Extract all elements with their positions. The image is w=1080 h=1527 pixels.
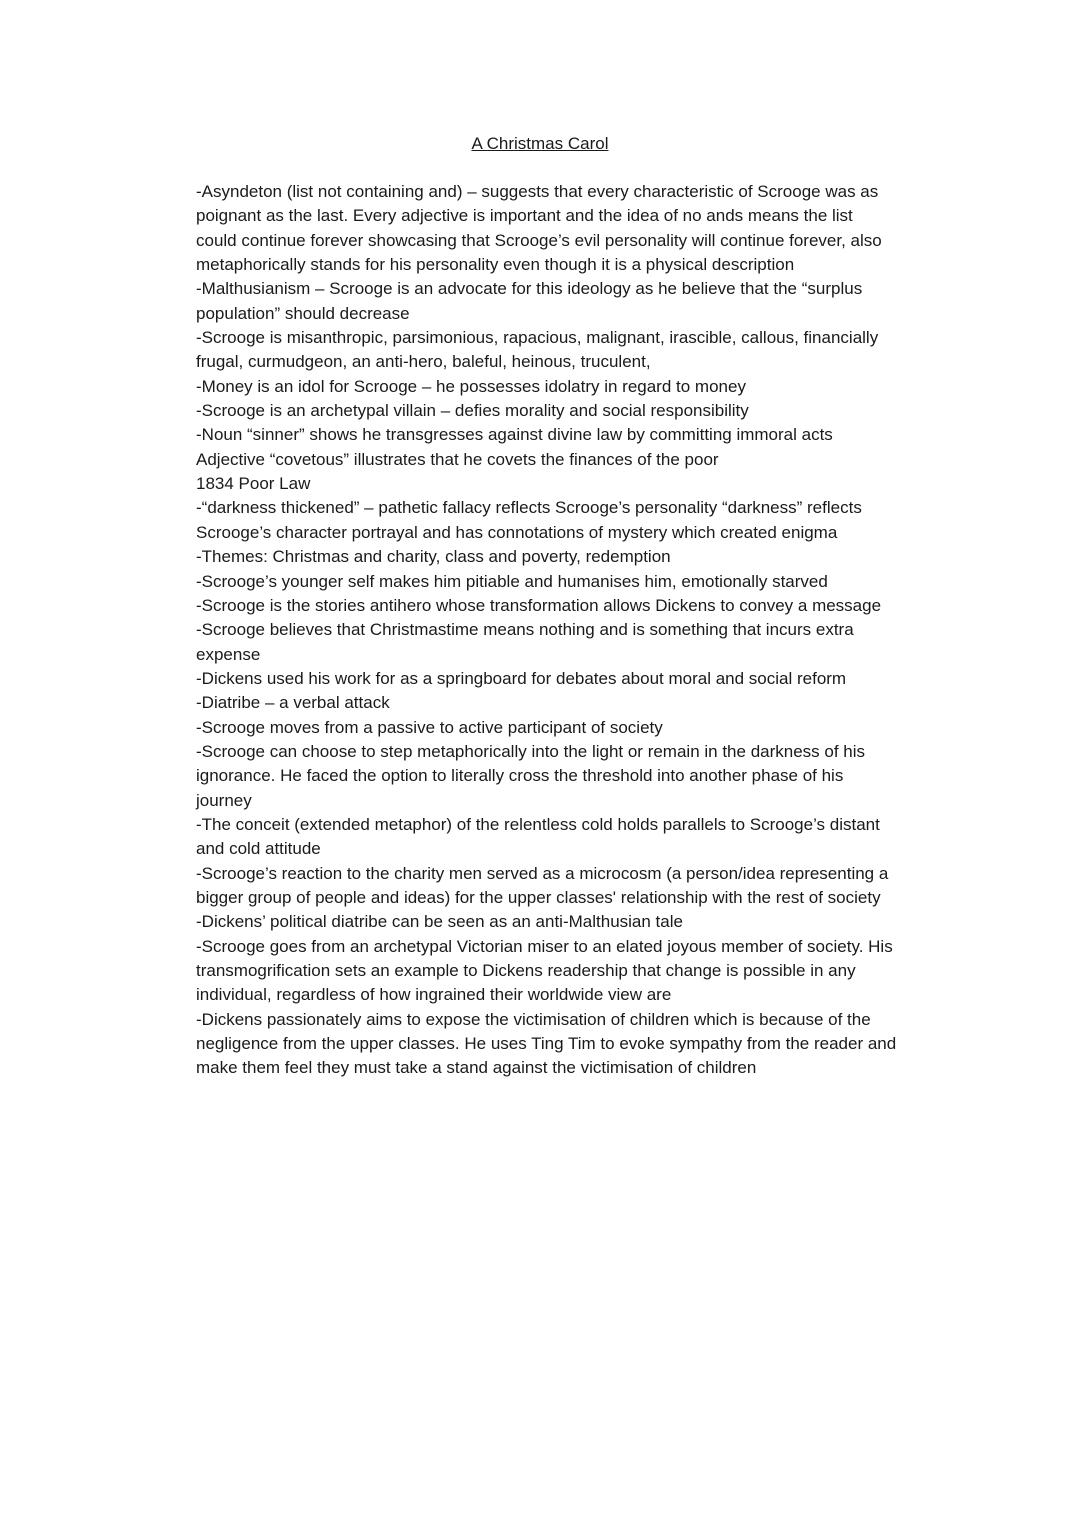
text-line: -“darkness thickened” – pathetic fallacy reflects Scrooge’s personality “darkness” reflects — [196, 498, 862, 518]
text-line: Adjective “covetous” illustrates that he covets the finances of the poor — [196, 449, 719, 469]
text-line: -Dickens passionately aims to expose the victimisation of children which is because of the — [196, 1009, 871, 1029]
text-line: -Themes: Christmas and charity, class and poverty, redemption — [196, 547, 671, 567]
text-line: make them feel they must take a stand against the victimisation of children — [196, 1058, 757, 1078]
text-line: Scrooge’s character portrayal and has connotations of mystery which created enigma — [196, 522, 838, 542]
text-line: poignant as the last. Every adjective is important and the idea of no ands means the list — [196, 206, 853, 226]
text-line: -Dickens’ political diatribe can be seen as an anti-Malthusian tale — [196, 912, 683, 932]
text-line: -Scrooge can choose to step metaphorically into the light or remain in the darkness of his — [196, 741, 866, 761]
text-line: ignorance. He faced the option to literally cross the threshold into another phase of his — [196, 766, 844, 786]
text-line: -Asyndeton (list not containing and) – suggests that every characteristic of Scrooge was as — [196, 182, 879, 201]
text-line: -Scrooge believes that Christmastime means nothing and is something that incurs extra — [196, 620, 854, 640]
text-line: metaphorically stands for his personality even though it is a physical description — [196, 255, 795, 275]
text-line: and cold attitude — [196, 839, 321, 859]
text-line: -The conceit (extended metaphor) of the relentless cold holds parallels to Scrooge’s distant — [196, 814, 880, 834]
text-line: bigger group of people and ideas) for the upper classes' relationship with the rest of society — [196, 887, 881, 907]
text-line: -Scrooge moves from a passive to active participant of society — [196, 717, 663, 737]
text-line: population” should decrease — [196, 303, 410, 323]
text-line: -Scrooge is the stories antihero whose transformation allows Dickens to convey a message — [196, 595, 882, 615]
text-line: -Scrooge is misanthropic, parsimonious, rapacious, malignant, irascible, callous, financially — [196, 328, 879, 348]
text-line: -Scrooge is an archetypal villain – defies morality and social responsibility — [196, 401, 749, 421]
document-body — [196, 180, 956, 1081]
text-line: could continue forever showcasing that Scrooge’s evil personality will continue forever, also — [196, 230, 882, 250]
text-line: individual, regardless of how ingrained their worldwide view are — [196, 985, 672, 1005]
text-line: -Noun “sinner” shows he transgresses against divine law by committing immoral acts — [196, 425, 833, 445]
text-line: -Money is an idol for Scrooge – he possesses idolatry in regard to money — [196, 376, 746, 396]
text-line: expense — [196, 644, 261, 664]
text-line: -Diatribe – a verbal attack — [196, 693, 390, 713]
text-line: journey — [196, 790, 252, 810]
text-line: negligence from the upper classes. He uses Ting Tim to evoke sympathy from the reader and — [196, 1034, 897, 1054]
text-line: -Scrooge’s reaction to the charity men served as a microcosm (a person/idea representing a — [196, 863, 889, 883]
document-title: A Christmas Carol — [471, 134, 609, 153]
text-line: -Dickens used his work for as a springboard for debates about moral and social reform — [196, 668, 847, 688]
text-line: 1834 Poor Law — [196, 474, 311, 494]
text-line: -Scrooge’s younger self makes him pitiable and humanises him, emotionally starved — [196, 571, 828, 591]
text-line: -Malthusianism – Scrooge is an advocate for this ideology as he believe that the “surplus — [196, 279, 863, 299]
text-line: transmogrification sets an example to Dickens readership that change is possible in any — [196, 961, 856, 980]
text-line: frugal, curmudgeon, an anti-hero, baleful, heinous, truculent, — [196, 352, 651, 372]
text-line: -Scrooge goes from an archetypal Victorian miser to an elated joyous member of society. His — [196, 936, 893, 956]
